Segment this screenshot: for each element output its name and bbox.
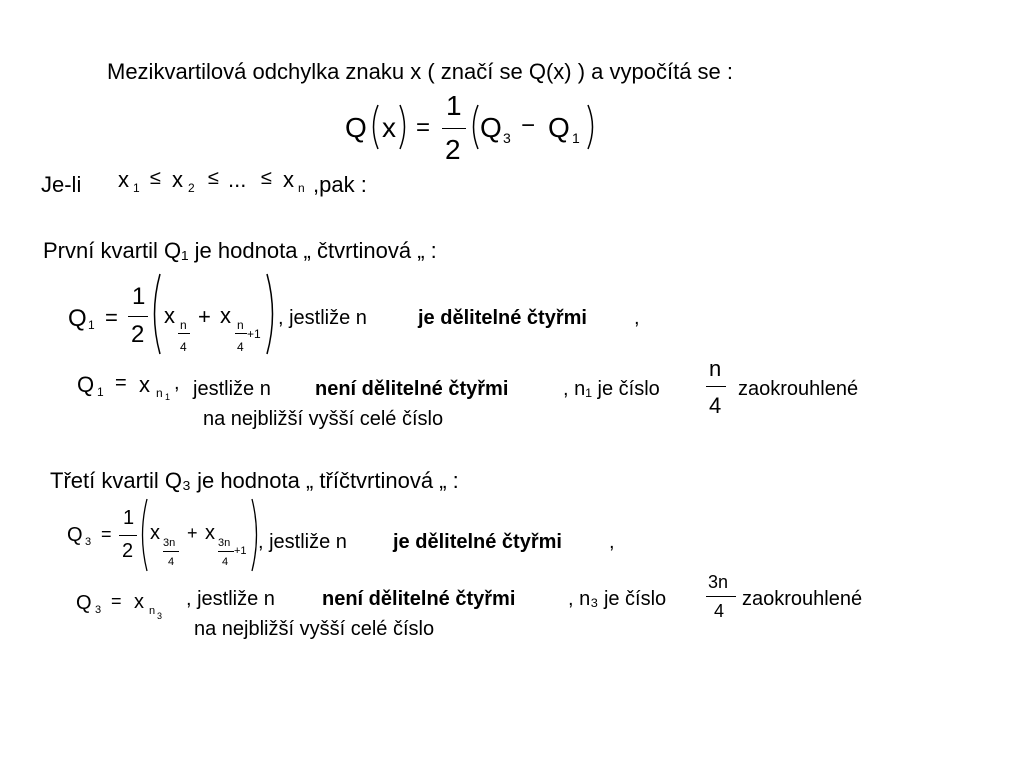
q1-heading: První kvartil Q₁ je hodnota „ čtvrtinová „ :: [43, 238, 437, 263]
q1f1-close-paren: [265, 273, 279, 355]
q1f1-idx-b-line: [235, 333, 247, 334]
q3f1-text: , jestliže n: [258, 531, 347, 553]
je-li-dots: ...: [228, 167, 247, 192]
je-li-le3: ≤: [261, 167, 272, 189]
qx-close-paren-2: [586, 104, 598, 150]
q3f2-tail: zaokrouhlené: [742, 588, 863, 610]
q3f1-den: 2: [122, 540, 134, 562]
q1f2-comma: ,: [174, 372, 180, 394]
q3f1-plus: +: [187, 523, 198, 543]
qx-lhs: Q: [345, 112, 367, 143]
q3f1-idx-b-line: [218, 551, 234, 552]
q1f1-open-paren: [148, 273, 162, 355]
q1f1-end: ,: [634, 307, 640, 329]
q3f1-open-paren: [137, 498, 149, 572]
q1f1-plus: +: [198, 304, 211, 329]
q1f1-fraction-line: [128, 316, 148, 317]
q3f1-q-sub: 3: [85, 536, 92, 548]
q3f1-idx-b-num: 3n: [218, 537, 231, 549]
q3f1-idx-b-plus: +1: [234, 545, 247, 557]
qx-open-paren-2: [468, 104, 480, 150]
q3f2-text: , jestliže n: [186, 588, 275, 610]
q3f2-eq: =: [111, 591, 122, 611]
q1f1-idx-a-num: n: [180, 318, 187, 332]
q1f1-idx-a-den: 4: [180, 340, 187, 354]
q1f2-mid: , n₁ je číslo: [563, 378, 660, 400]
q3f2-bold: není dělitelné čtyřmi: [322, 588, 516, 610]
q3f1-eq: =: [101, 524, 112, 544]
je-li-le2: ≤: [208, 167, 219, 189]
q3f2-x-sub: n: [149, 605, 156, 617]
q1f2-bold: není dělitelné čtyřmi: [315, 378, 509, 400]
qx-fraction-line: [442, 128, 466, 129]
q3-heading: Třetí kvartil Q₃ je hodnota „ tříčtvrtinová „ :: [50, 468, 459, 493]
q1f1-q-sub: 1: [88, 318, 95, 332]
q1f1-idx-b-den: 4: [237, 340, 244, 354]
q3f1-num: 1: [123, 507, 135, 529]
qx-minus: −: [521, 112, 536, 139]
je-li-sub1: 1: [133, 181, 140, 195]
q3f2-x-subsub: 3: [157, 611, 163, 621]
q3f2-line2: na nejbližší vyšší celé číslo: [194, 618, 435, 640]
q1f2-tail: zaokrouhlené: [738, 378, 859, 400]
je-li-sub2: 2: [188, 181, 195, 195]
q3f1-q: Q: [67, 524, 83, 546]
q1f1-idx-b-plus: +1: [247, 327, 261, 341]
q1f2-frac-line: [706, 386, 726, 387]
qx-den: 2: [445, 134, 461, 165]
q3f1-bold: je dělitelné čtyřmi: [393, 531, 562, 553]
q1f2-frac-num: n: [709, 356, 722, 381]
je-li-tail: ,pak :: [313, 172, 367, 197]
je-li-subn: n: [298, 181, 305, 195]
je-li-label: Je-li: [41, 172, 82, 197]
q1f1-num: 1: [132, 283, 146, 310]
q3f2-frac-line: [706, 596, 736, 597]
q1f1-idx-a-line: [178, 333, 190, 334]
q3f2-x: x: [134, 591, 144, 613]
q1f2-x: x: [139, 372, 150, 397]
q3f1-idx-a-line: [163, 551, 179, 552]
page-title: Mezikvartilová odchylka znaku x ( značí se Q(x) ) a vypočítá se :: [107, 59, 734, 84]
q3f1-xb: x: [205, 522, 215, 544]
q3f1-fraction-line: [119, 535, 137, 536]
q1f1-den: 2: [131, 321, 145, 348]
q3f1-idx-b-den: 4: [222, 556, 229, 568]
q1f1-xb: x: [220, 303, 231, 328]
q1f1-text: , jestliže n: [278, 307, 367, 329]
je-li-xn: x: [283, 167, 294, 192]
qx-q1: Q: [548, 112, 570, 143]
q1f2-frac-den: 4: [709, 393, 722, 418]
q1f2-eq: =: [115, 372, 127, 394]
qx-q3-sub: 3: [503, 130, 511, 146]
je-li-le1: ≤: [150, 167, 161, 189]
q1f1-idx-b-num: n: [237, 318, 244, 332]
q1f1-eq: =: [105, 305, 118, 330]
qx-q3: Q: [480, 112, 502, 143]
qx-close-paren: [398, 104, 410, 150]
q1f2-q-sub: 1: [97, 385, 104, 399]
q3f1-idx-a-num: 3n: [163, 537, 176, 549]
q1f2-x-subsub: 1: [165, 392, 171, 402]
q3f2-q: Q: [76, 592, 92, 614]
q3f2-frac-den: 4: [714, 601, 725, 621]
qx-num: 1: [446, 90, 462, 121]
q3f1-end: ,: [609, 531, 615, 553]
qx-arg: x: [382, 112, 396, 143]
q1f2-text: jestliže n: [193, 378, 271, 400]
q1f1-bold: je dělitelné čtyřmi: [418, 307, 587, 329]
je-li-x1: x: [118, 167, 129, 192]
q3f2-mid: , n₃ je číslo: [568, 588, 667, 610]
q1f2-line2: na nejbližší vyšší celé číslo: [203, 408, 444, 430]
qx-eq: =: [416, 114, 431, 141]
q1f1-q: Q: [68, 305, 87, 332]
q3f1-xa: x: [150, 522, 160, 544]
q3f2-frac-num: 3n: [708, 572, 729, 592]
q1f2-x-sub: n: [156, 386, 163, 400]
q1f2-q: Q: [77, 372, 95, 397]
q3f2-q-sub: 3: [95, 604, 102, 616]
je-li-x2: x: [172, 167, 183, 192]
qx-open-paren: [368, 104, 380, 150]
qx-q1-sub: 1: [572, 130, 580, 146]
q3f1-idx-a-den: 4: [168, 556, 175, 568]
q1f1-xa: x: [164, 303, 175, 328]
